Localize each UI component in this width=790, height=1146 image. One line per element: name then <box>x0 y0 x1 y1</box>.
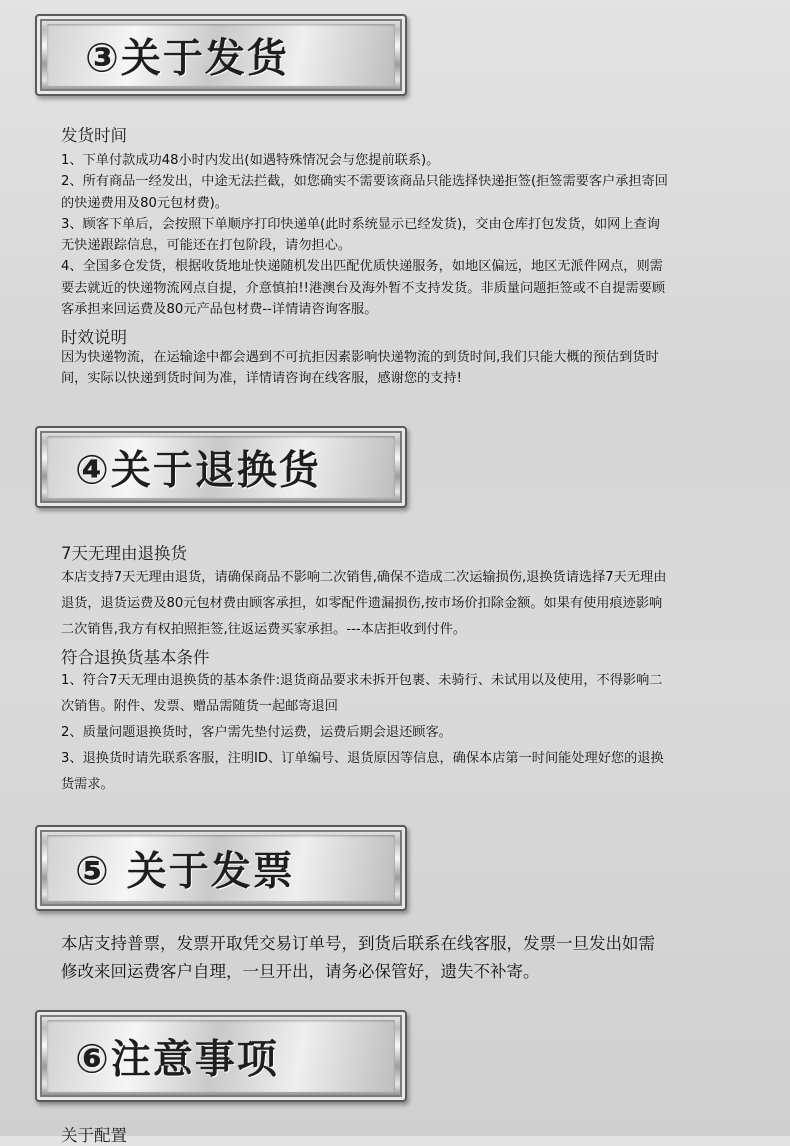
section-banner-invoice <box>35 825 407 911</box>
seven-day-return-text <box>61 565 741 643</box>
text-line: 3、退换货时请先联系客服，注明ID、订单编号、退货原因等信息，确保本店第一时间能处理好您的退换 <box>61 751 664 766</box>
text-line: 货需求。 <box>61 777 114 792</box>
section-banner-shipping <box>35 14 407 96</box>
text-line: 2、质量问题退换货时，客户需先垫付运费，运费后期会退还顾客。 <box>61 725 452 740</box>
heading-configuration: 关于配置 <box>61 1126 127 1145</box>
text-line: 1、下单付款成功48小时内发出(如遇特殊情况会与您提前联系)。 <box>61 153 440 168</box>
text-line: 3、顾客下单后，会按照下单顺序打印快递单(此时系统显示已经发货)，交由仓库打包发货，如网上查询 <box>61 216 660 232</box>
section-banner-returns <box>35 426 407 508</box>
invoice-text <box>61 930 741 986</box>
return-conditions-text <box>61 668 741 798</box>
text-line: 的快递费用及80元包材费)。 <box>61 195 228 211</box>
text-line: 无快递跟踪信息，可能还在打包阶段，请勿担心。 <box>61 238 352 254</box>
text-line: 客承担来回运费及80元产品包材费--详情请咨询客服。 <box>61 302 378 318</box>
heading-timeliness: 时效说明 <box>61 328 127 347</box>
text-line: 间，实际以快递到货时间为准，详情请咨询在线客服，感谢您的支持! <box>61 371 462 387</box>
text-line: 1、符合7天无理由退换货的基本条件:退货商品要求未拆开包裹、未骑行、未试用以及使用，不得影响二 <box>61 673 663 688</box>
text-line: 要去就近的快递物流网点自提，介意慎拍!!港澳台及海外暂不支持发货。非质量问题拒签或不自提需要顾 <box>61 280 666 296</box>
section-banner-notes <box>35 1010 407 1102</box>
text-line: 2、所有商品一经发出，中途无法拦截，如您确实不需要该商品只能选择快递拒签(拒签需要客户承担寄回 <box>61 174 668 190</box>
heading-return-conditions: 符合退换货基本条件 <box>61 648 210 667</box>
text-line: 4、全国多仓发货，根据收货地址快递随机发出匹配优质快递服务，如地区偏远，地区无派件网点，则需 <box>61 259 663 275</box>
text-line: 修改来回运费客户自理，一旦开出，请务必保管好，遗失不补寄。 <box>61 962 540 981</box>
text-line: 因为快递物流，在运输途中都会遇到不可抗拒因素影响快递物流的到货时间,我们只能大概的预估到货时 <box>61 350 659 365</box>
banner-title: ③关于发货 <box>85 35 289 82</box>
banner-title: ④关于退换货 <box>75 447 321 494</box>
text-line: 退货，退货运费及80元包材费由顾客承担，如零配件遗漏损伤,按市场价扣除金额。如果有使用痕迹影响 <box>61 596 663 611</box>
shipping-time-text <box>61 150 741 320</box>
text-line: 二次销售,我方有权拍照拒签,往返运费买家承担。---本店拒收到付件。 <box>61 622 467 637</box>
banner-title: ⑤ 关于发票 <box>75 848 295 895</box>
text-line: 次销售。附件、发票、赠品需随货一起邮寄退回 <box>61 699 338 714</box>
heading-seven-day-return: 7天无理由退换货 <box>61 544 187 563</box>
text-line: 本店支持7天无理由退货，请确保商品不影响二次销售,确保不造成二次运输损伤,退换货请选择7天无理由 <box>61 570 667 585</box>
timeliness-text <box>61 347 741 390</box>
banner-title: ⑥注意事项 <box>75 1036 279 1083</box>
heading-shipping-time: 发货时间 <box>61 126 127 145</box>
text-line: 本店支持普票，发票开取凭交易订单号，到货后联系在线客服，发票一旦发出如需 <box>61 934 655 953</box>
